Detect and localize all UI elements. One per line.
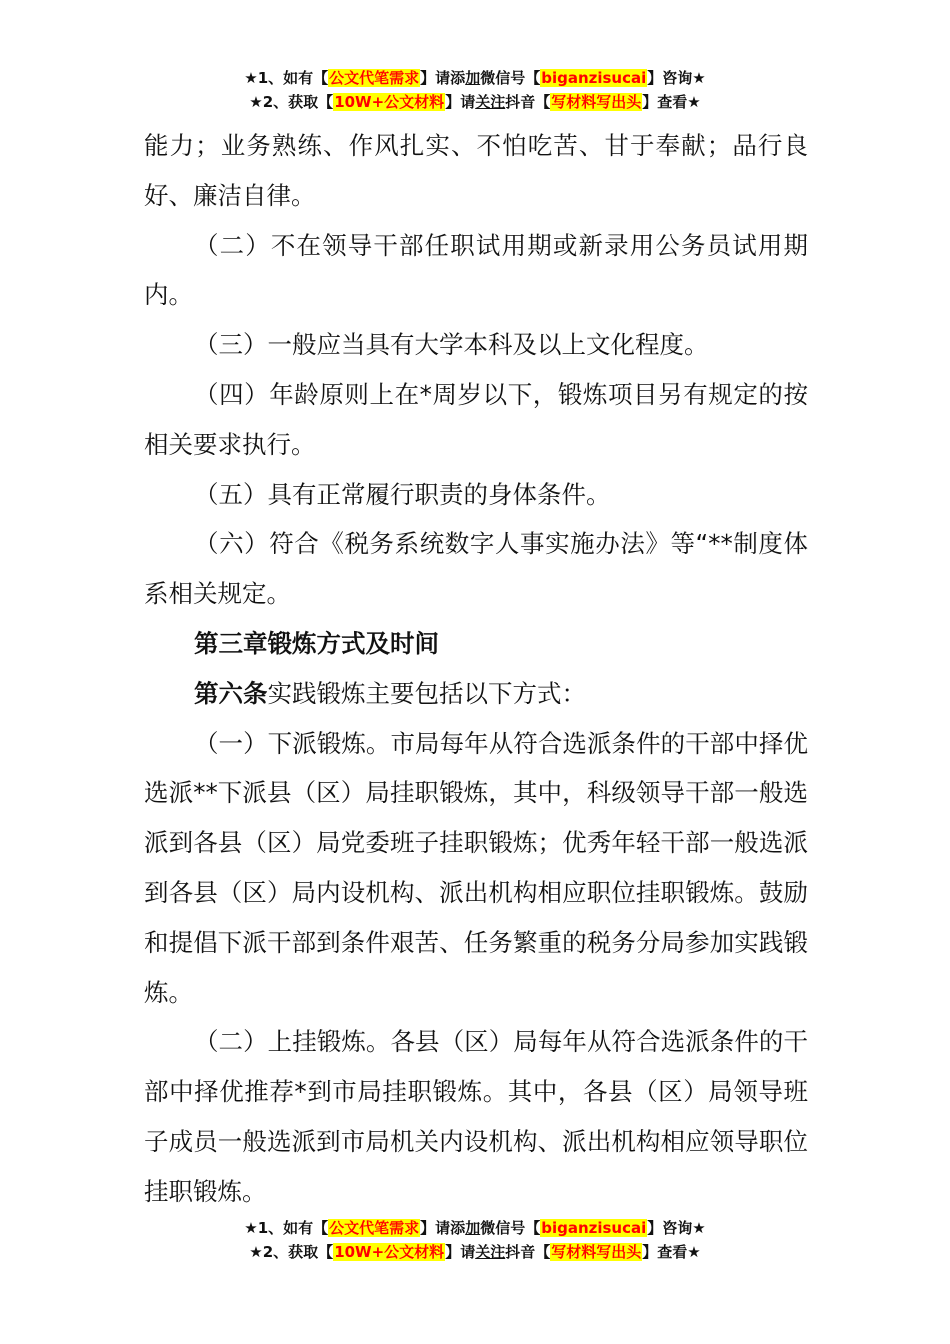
paragraph: （五）具有正常履行职责的身体条件。 (194, 479, 611, 509)
document-body (144, 121, 808, 1217)
banner-text: 】查看★ (642, 93, 701, 111)
banner-text: ★1、如有【 (244, 69, 329, 87)
banner-text: 】请 (445, 1243, 476, 1261)
banner-text: 抖音【 (505, 1243, 551, 1261)
banner-line-1 (0, 1216, 950, 1240)
banner-text: 微信号【 (480, 1219, 541, 1237)
banner-text: 】查看★ (642, 1243, 701, 1261)
article-text: 实践锻炼主要包括以下方式： (267, 678, 586, 708)
paragraph: （一）下派锻炼。市局每年从符合选派条件的干部中择优选派**下派县（区）局挂职锻炼，其中，科级领导干部一般选派到各县（区）局党委班子挂职锻炼；优秀年轻干部一般选派到各县（区）局内设机构、派出机构相应职位挂职锻炼。鼓励和提倡下派干部到条件艰苦、任务繁重的税务分局参加实践锻炼。 (144, 728, 808, 1007)
banner-line-2 (0, 90, 950, 114)
highlight-service: 公文代笔需求 (329, 1219, 420, 1237)
banner-text: 加 (465, 1219, 481, 1237)
banner-text: ★2、获取【 (249, 93, 334, 111)
highlight-douyin: 写材料写出头 (551, 93, 642, 111)
banner-text: 】请 (445, 93, 476, 111)
banner-text: 】请添 (420, 1219, 466, 1237)
paragraph: （二）不在领导干部任职试用期或新录用公务员试用期内。 (144, 230, 808, 310)
banner-text: 加 (465, 69, 481, 87)
banner-text: 关注 (475, 1243, 506, 1261)
banner-line-1 (0, 66, 950, 90)
banner-text: 】咨询★ (647, 1219, 706, 1237)
banner-text: 抖音【 (505, 93, 551, 111)
banner-line-2 (0, 1240, 950, 1264)
highlight-douyin: 写材料写出头 (551, 1243, 642, 1261)
highlight-materials: 10W+公文材料 (334, 93, 445, 111)
highlight-materials: 10W+公文材料 (334, 1243, 445, 1261)
banner-text: ★1、如有【 (244, 1219, 329, 1237)
highlight-wechat-id: biganzisucai (541, 1219, 647, 1237)
paragraph: （三）一般应当具有大学本科及以上文化程度。 (194, 330, 709, 360)
banner-text: 关注 (475, 93, 506, 111)
paragraph: （四）年龄原则上在*周岁以下，锻炼项目另有规定的按相关要求执行。 (144, 379, 808, 459)
highlight-service: 公文代笔需求 (329, 69, 420, 87)
paragraph: 能力；业务熟练、作风扎实、不怕吃苦、甘于奉献；品行良好、廉洁自律。 (144, 131, 808, 210)
banner-text: ★2、获取【 (249, 1243, 334, 1261)
chapter-heading: 第三章锻炼方式及时间 (194, 628, 439, 658)
banner-text: 】咨询★ (647, 69, 706, 87)
article-paragraph (144, 669, 808, 719)
paragraph: （二）上挂锻炼。各县（区）局每年从符合选派条件的干部中择优推荐*到市局挂职锻炼。其中，各县（区）局领导班子成员一般选派到市局机关内设机构、派出机构相应领导职位挂职锻炼。 (144, 1027, 808, 1206)
paragraph: （六）符合《税务系统数字人事实施办法》等“**制度体系相关规定。 (144, 529, 808, 609)
banner-text: 微信号【 (480, 69, 541, 87)
highlight-wechat-id: biganzisucai (541, 69, 647, 87)
banner-text: 】请添 (420, 69, 466, 87)
bottom-banner (0, 1216, 950, 1264)
top-banner (0, 66, 950, 114)
article-label: 第六条 (194, 678, 268, 708)
